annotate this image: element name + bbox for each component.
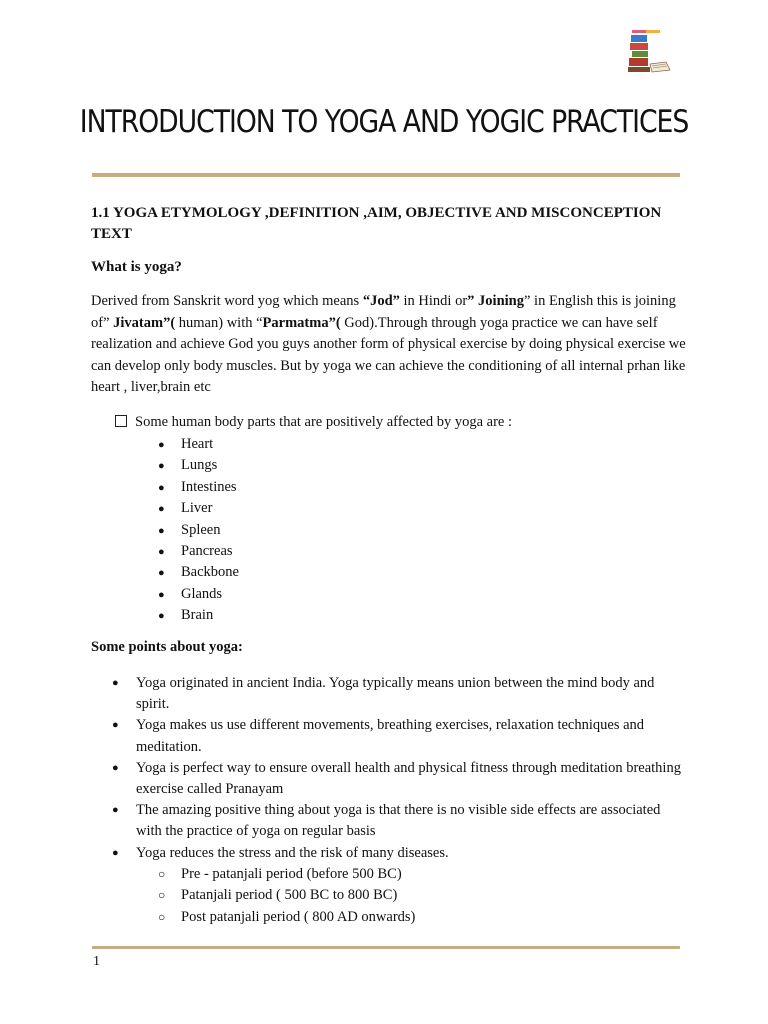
section-heading: 1.1 YOGA ETYMOLOGY ,DEFINITION ,AIM, OBJECTIVE AND MISCONCEPTION TEXT	[91, 205, 662, 242]
points-list	[112, 673, 682, 864]
list-item: ● Liver	[158, 500, 213, 517]
yoga-periods-list	[158, 864, 415, 928]
question-heading: What is yoga?	[91, 259, 182, 275]
list-item: ● Intestines	[158, 478, 237, 495]
footer-divider	[92, 946, 680, 949]
list-item: ● Heart	[158, 436, 214, 452]
intro-paragraph: Derived from Sanskrit word yog which means “Jod” in Hindi or” Joining” in English this is joining of” Jivatam”( human) with “Parmatma”( God).Through through yoga practice we can have self realization and achieve God you guys another form of physical exercise by doing physical exercise we can develop only body muscles. But by yoga we can achieve the conditioning of all internal prhan like heart , liver,brain etc	[91, 293, 686, 395]
list-item: ● Yoga is perfect way to ensure overall health and physical fitness through meditation breathing exercise called Pranayam	[112, 759, 681, 798]
list-item: ○ Patanjali period ( 500 BC to 800 BC)	[158, 887, 398, 904]
list-item: ○ Post patanjali period ( 800 AD onwards)	[158, 908, 416, 925]
list-item: ○ Pre - patanjali period (before 500 BC)	[158, 866, 402, 882]
list-item: ● Backbone	[158, 564, 239, 581]
list-item: ● Glands	[158, 585, 223, 602]
checkbox-icon	[115, 415, 127, 427]
points-heading: Some points about yoga:	[91, 639, 243, 655]
list-item: ● Lungs	[158, 457, 218, 474]
list-item: ● Yoga originated in ancient India. Yoga typically means union between the mind body and spirit.	[112, 675, 655, 713]
title-divider	[92, 173, 680, 177]
body-parts-list	[158, 434, 239, 627]
list-item: ● Spleen	[158, 521, 221, 538]
list-item: ● Yoga reduces the stress and the risk of many diseases.	[112, 844, 449, 861]
body-parts-intro: Some human body parts that are positively affected by yoga are :	[115, 412, 512, 433]
page-title: INTRODUCTION TO YOGA AND YOGIC PRACTICES	[79, 104, 689, 140]
page-number: 1	[93, 954, 100, 969]
list-item: ● Pancreas	[158, 542, 233, 559]
list-item: ● The amazing positive thing about yoga is that there is no visible side effects are associated with the practice of yoga on regular basis	[112, 802, 661, 840]
list-item: ● Yoga makes us use different movements, breathing exercises, relaxation techniques and meditation.	[112, 717, 645, 755]
list-item: ● Brain	[158, 607, 214, 624]
books-stack-icon	[622, 28, 674, 76]
